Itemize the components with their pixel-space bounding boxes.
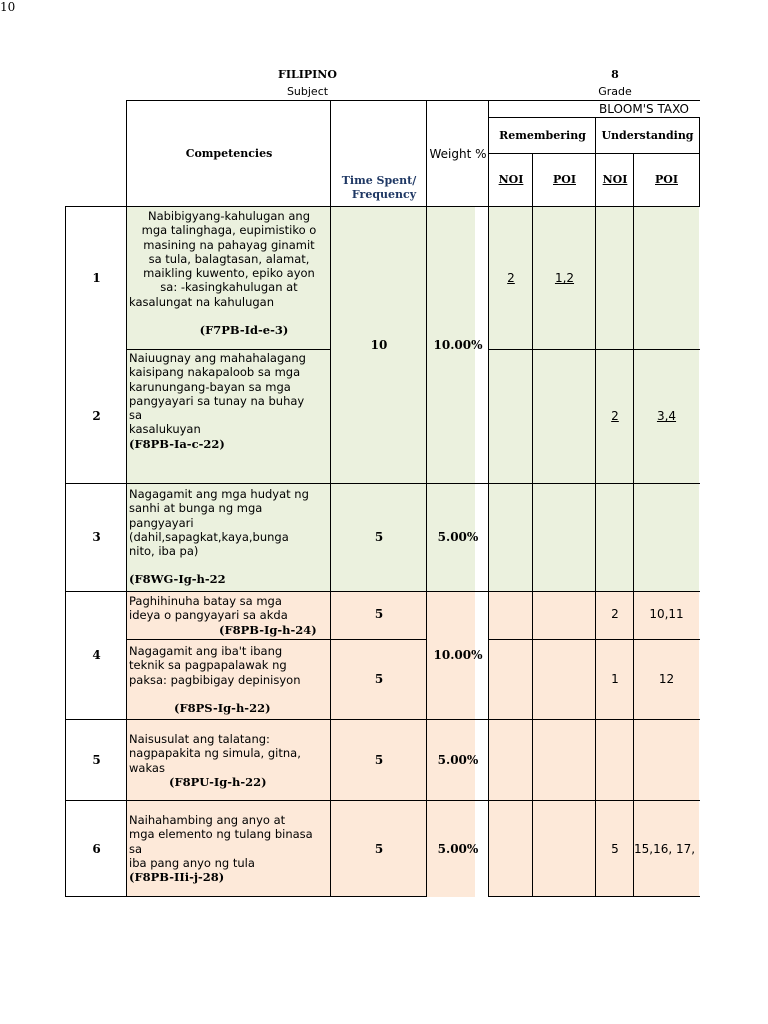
- row-4a-line: ideya o pangyayari sa akda: [129, 608, 288, 623]
- row-1-line: sa: -kasingkahulugan at: [160, 280, 298, 295]
- row-4b-line: Nagagamit ang iba't ibang: [129, 644, 283, 658]
- grid-line: [65, 206, 127, 207]
- row-2-line: pangyayari sa tunay na buhay: [129, 393, 305, 408]
- grid-line: [127, 349, 331, 350]
- row-4-weight: 10.00%: [433, 648, 483, 662]
- row-4-number: 4: [92, 648, 101, 662]
- row-3-number: 3: [92, 530, 101, 544]
- row-5-competency: [127, 730, 331, 798]
- row-1-line: sa tula, balagtasan, alamat,: [148, 251, 310, 266]
- grid-line: [489, 349, 700, 350]
- row-1-competency: [127, 207, 331, 349]
- grade-value: 8: [611, 68, 619, 81]
- row-6-time: 5: [374, 841, 384, 856]
- row-4a-und-poi: 10,11: [649, 607, 684, 621]
- row-6-line: mga elemento ng tulang binasa: [129, 827, 313, 842]
- row-6-line: sa: [129, 841, 143, 856]
- row-6-code: (F8PB-IIi-j-28): [129, 870, 225, 885]
- row-4b-competency: [127, 642, 331, 719]
- row-4a-time: 5: [374, 607, 384, 621]
- row-4b-code: (F8PS-Ig-h-22): [174, 700, 271, 715]
- row-3-line: (dahil,sapagkat,kaya,bunga: [129, 529, 289, 544]
- row-3-line: pangyayari: [129, 515, 194, 530]
- grid-line: [65, 483, 700, 484]
- row-2-line: sa: [129, 408, 143, 423]
- row-1-rem-noi: 2: [507, 271, 515, 285]
- grid-line: [127, 639, 427, 640]
- row-1-line: masining na pahayag ginamit: [143, 237, 315, 252]
- row-2-line: Naiuugnay ang mahahalagang: [129, 351, 306, 365]
- row-6-und-noi: 5: [611, 841, 619, 856]
- row-4b-line: teknik sa pagpapalawak ng: [129, 658, 287, 673]
- row-2-code: (F8PB-Ia-c-22): [129, 436, 225, 451]
- rem-noi-header: NOI: [498, 173, 524, 186]
- grid-line: [65, 591, 700, 592]
- row-1-line: maikling kuwento, epiko ayon: [143, 266, 315, 281]
- row-3-time: 5: [374, 530, 384, 544]
- grid-line: [489, 639, 700, 640]
- row-4a-line: Paghihinuha batay sa mga: [129, 594, 282, 608]
- grade-label: Grade: [598, 85, 632, 98]
- remembering-header: Remembering: [499, 128, 586, 142]
- row-1-code: (F7PB-Id-e-3): [199, 323, 289, 338]
- row-2-number: 2: [92, 409, 101, 423]
- row-2-line: kasalukuyan: [129, 422, 201, 437]
- row-2-line: kaisipang nakapaloob sa mga: [129, 365, 301, 380]
- blooms-header: BLOOM'S TAXO: [599, 101, 689, 116]
- row-5-time: 5: [374, 752, 384, 767]
- row-1-line: mga talinghaga, eupimistiko o: [141, 223, 317, 238]
- grid-line: [65, 800, 700, 801]
- row-1-line: kasalungat na kahulugan: [129, 294, 275, 309]
- subject-value: FILIPINO: [278, 68, 337, 81]
- row-5-number: 5: [92, 752, 101, 767]
- grid-line: [489, 896, 700, 897]
- rem-poi-header: POI: [553, 173, 576, 186]
- grid-line: [126, 100, 127, 897]
- grid-line: [330, 100, 331, 897]
- row-4a-competency: [127, 592, 331, 639]
- row-4b-und-poi: 12: [658, 672, 675, 686]
- grid-line: [595, 117, 596, 897]
- und-poi-header: POI: [655, 173, 678, 186]
- grid-line: [633, 153, 634, 897]
- und-noi-header: NOI: [602, 173, 628, 186]
- row-6-line: Naihahambing ang anyo at: [129, 813, 286, 827]
- grid-line: [426, 100, 427, 897]
- row-5-line: nagpapakita ng simula, gitna,: [129, 746, 301, 761]
- row-1-rem-poi: 1,2: [554, 271, 575, 285]
- row-4a-und-noi: 2: [611, 607, 619, 621]
- grid-line: [65, 896, 427, 897]
- row-3-line: nito, iba pa): [129, 544, 199, 559]
- row-3-weight: 5.00%: [437, 530, 479, 544]
- frequency-label: Frequency: [351, 188, 417, 201]
- row-5-line: Naisusulat ang talatang:: [129, 732, 270, 746]
- row-6-line: iba pang anyo ng tula: [129, 855, 255, 870]
- subject-label: Subject: [286, 85, 329, 98]
- time-spent-header: [331, 170, 427, 206]
- row-2-und-noi: 2: [611, 409, 619, 423]
- grid-line: [699, 117, 700, 207]
- time-spent-label: Time Spent/: [341, 174, 417, 187]
- competencies-header: Competencies: [185, 147, 273, 160]
- row-1-number: 1: [92, 271, 101, 285]
- grid-line: [126, 100, 700, 101]
- row-5-code: (F8PU-Ig-h-22): [169, 774, 267, 789]
- grid-line: [532, 153, 533, 897]
- row-5-weight: 5.00%: [437, 752, 479, 767]
- row-2-und-poi: 3,4: [656, 409, 677, 423]
- grid-line: [126, 206, 700, 207]
- understanding-header: Understanding: [601, 128, 694, 142]
- row-6-number: 6: [92, 841, 101, 856]
- grid-line: [65, 719, 700, 720]
- row-5-line: wakas: [129, 760, 165, 775]
- row-4b-und-noi: 1: [611, 672, 619, 686]
- row-4b-time: 5: [374, 672, 384, 686]
- row-6-competency: [127, 811, 331, 895]
- row-3-line: Nagagamit ang mga hudyat ng: [129, 487, 309, 501]
- weight-header: Weight %: [429, 146, 487, 161]
- row-4b-line: paksa: pagbibigay depinisyon: [129, 672, 301, 687]
- row-6-und-poi: 15,16, 17,: [634, 841, 696, 856]
- rows-1-2-weight: 10.00%: [433, 338, 483, 352]
- rows-1-2-time-cell: 10: [370, 338, 388, 352]
- row-2-line: karunungang-bayan sa mga: [129, 379, 291, 394]
- rows-1-2-time: 10: [0, 0, 16, 14]
- row-4a-code: (F8PB-Ig-h-24): [219, 622, 317, 637]
- row-3-competency: [127, 485, 331, 591]
- row-6-weight: 5.00%: [437, 841, 479, 856]
- row-3-line: sanhi at bunga ng mga: [129, 501, 263, 516]
- grid-line: [488, 100, 489, 897]
- row-3-code: (F8WG-Ig-h-22: [129, 572, 226, 587]
- row-2-competency: [127, 349, 331, 483]
- row-1-line: Nabibigyang-kahulugan ang: [147, 209, 311, 223]
- grid-line: [65, 206, 66, 897]
